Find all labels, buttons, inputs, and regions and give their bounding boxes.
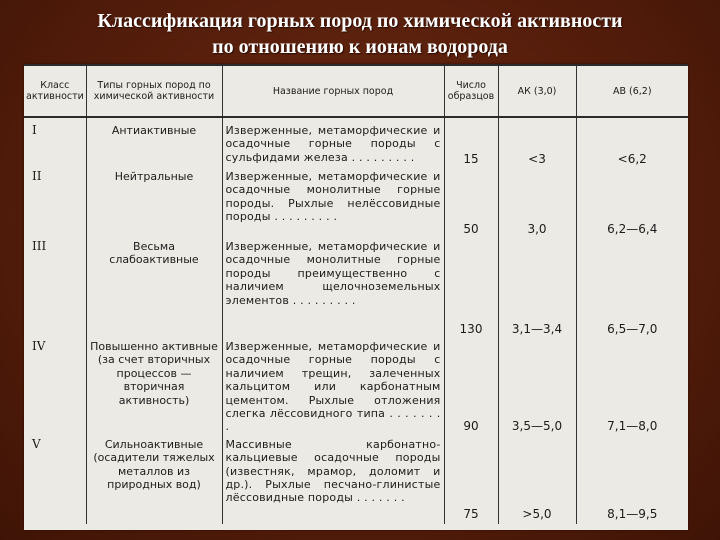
cell-class: V: [24, 436, 86, 524]
header-count: Число образцов: [444, 65, 498, 117]
cell-class: III: [24, 238, 86, 338]
slide-title-line-1: Классификация горных пород по химической активности: [97, 10, 623, 32]
cell-av: 7,1—8,0: [607, 419, 658, 434]
table-row: [24, 238, 688, 338]
header-types: Типы горных пород по химической активности: [86, 65, 222, 117]
slide-title-line-2: по отношению к ионам водорода: [212, 36, 508, 58]
cell-rocks: Массивные карбонатно-кальциевые осадочные породы (известняк, мрамор, доломит и др.). Рыхлые песчано-глинистые лёссовидные породы . . . . . . .: [222, 436, 444, 524]
cell-av: 6,5—7,0: [607, 321, 658, 336]
classification-table: [24, 64, 688, 524]
cell-class: IV: [24, 338, 86, 436]
cell-type: Антиактивные: [86, 117, 222, 168]
table-header-row: [24, 65, 688, 117]
table-row: [24, 168, 688, 238]
table-row: [24, 436, 688, 524]
cell-av: 8,1—9,5: [607, 507, 658, 522]
cell-type: Сильноактивные (осадители тяжелых металлов из природных вод): [86, 436, 222, 524]
cell-count: 90: [444, 338, 498, 436]
cell-type: Весьма слабоактивные: [86, 238, 222, 338]
cell-ak: 3,1—3,4: [498, 238, 576, 338]
cell-type: Повышенно активные (за счет вторичных процессов — вторичная активность): [86, 338, 222, 436]
cell-rocks: Изверженные, метаморфические и осадочные монолитные горные породы преимущественно с наличием щелочноземельных элементов . . . . . . . . .: [222, 238, 444, 338]
scanned-table-image: [24, 64, 688, 530]
cell-rocks: Изверженные, метаморфические и осадочные монолитные горные породы. Рыхлые нелёссовидные породы . . . . . . . . .: [222, 168, 444, 238]
cell-count: 50: [444, 168, 498, 238]
cell-av: <6,2: [617, 151, 647, 166]
cell-count: 75: [444, 436, 498, 524]
header-class: Класс активности: [24, 65, 86, 117]
header-rocks: Название горных пород: [222, 65, 444, 117]
cell-ak: >5,0: [498, 436, 576, 524]
cell-ak: 3,0: [498, 168, 576, 238]
cell-ak: 3,5—5,0: [498, 338, 576, 436]
cell-rocks: Изверженные, метаморфические и осадочные горные породы с сульфидами железа . . . . . . . . .: [222, 117, 444, 168]
cell-class: II: [24, 168, 86, 238]
cell-count: 15: [444, 117, 498, 168]
cell-type: Нейтральные: [86, 168, 222, 238]
cell-count: 130: [444, 238, 498, 338]
cell-av: 6,2—6,4: [607, 221, 658, 236]
header-ak: АК (3,0): [498, 65, 576, 117]
table-row: [24, 338, 688, 436]
slide-title: [20, 8, 700, 60]
cell-ak: <3: [498, 117, 576, 168]
cell-rocks: Изверженные, метаморфические и осадочные горные породы с наличием трещин, залеченных кальцитом или карбонатным цементом. Рыхлые отложения слегка лёссовидного типа . . . . . . . .: [222, 338, 444, 436]
cell-class: I: [24, 117, 86, 168]
header-av: АВ (6,2): [576, 65, 688, 117]
table-row: [24, 117, 688, 168]
